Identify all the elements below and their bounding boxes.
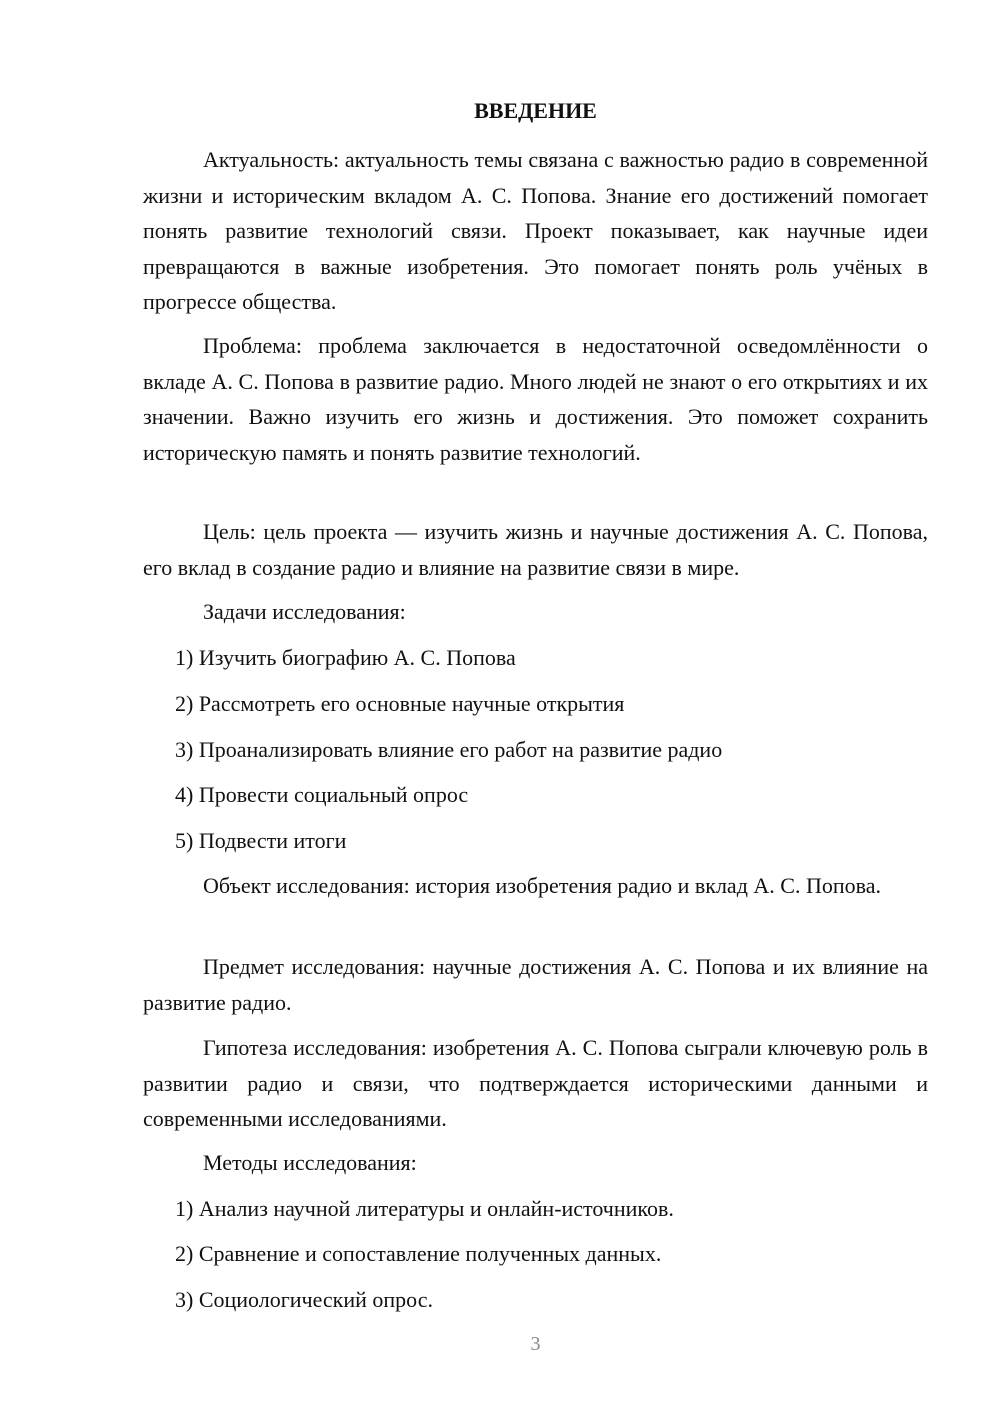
problem-paragraph: Проблема: проблема заключается в недостаточной осведомлённости о вкладе А. С. Попова в развитие радио. Много людей не знают о его открытиях и их значении. Важно изучить его жизнь и достижения. Это поможет сохранить историческую память и понять развитие технологий. bbox=[143, 333, 928, 465]
task-item: 2) Рассмотреть его основные научные открытия bbox=[175, 691, 625, 716]
tasks-heading: Задачи исследования: bbox=[203, 599, 406, 624]
task-item: 5) Подвести итоги bbox=[175, 828, 347, 853]
method-item: 2) Сравнение и сопоставление полученных данных. bbox=[175, 1241, 662, 1266]
page-number: 3 bbox=[530, 1333, 541, 1355]
methods-heading: Методы исследования: bbox=[203, 1150, 417, 1175]
task-item: 3) Проанализировать влияние его работ на развитие радио bbox=[175, 737, 723, 762]
object-paragraph: Объект исследования: история изобретения радио и вклад А. С. Попова. bbox=[203, 873, 881, 898]
document-page bbox=[143, 0, 928, 1414]
task-item: 4) Провести социальный опрос bbox=[175, 782, 469, 807]
page-title: ВВЕДЕНИЕ bbox=[474, 98, 597, 123]
method-item: 3) Социологический опрос. bbox=[175, 1287, 433, 1312]
task-item: 1) Изучить биографию А. С. Попова bbox=[175, 645, 516, 670]
goal-paragraph: Цель: цель проекта — изучить жизнь и научные достижения А. С. Попова, его вклад в создание радио и влияние на развитие связи в мире. bbox=[143, 519, 928, 580]
relevance-paragraph: Актуальность: актуальность темы связана с важностью радио в современной жизни и историческим вкладом А. С. Попова. Знание его достижений помогает понять развитие технологий связи. Проект показывает, как научные идеи превращаются в важные изобретения. Это помогает понять роль учёных в прогрессе общества. bbox=[143, 147, 928, 314]
hypothesis-paragraph: Гипотеза исследования: изобретения А. С. Попова сыграли ключевую роль в развитии радио и связи, что подтверждается историческими данными и современными исследованиями. bbox=[143, 1035, 928, 1131]
subject-paragraph: Предмет исследования: научные достижения А. С. Попова и их влияние на развитие радио. bbox=[143, 954, 928, 1015]
method-item: 1) Анализ научной литературы и онлайн-источников. bbox=[175, 1196, 674, 1221]
